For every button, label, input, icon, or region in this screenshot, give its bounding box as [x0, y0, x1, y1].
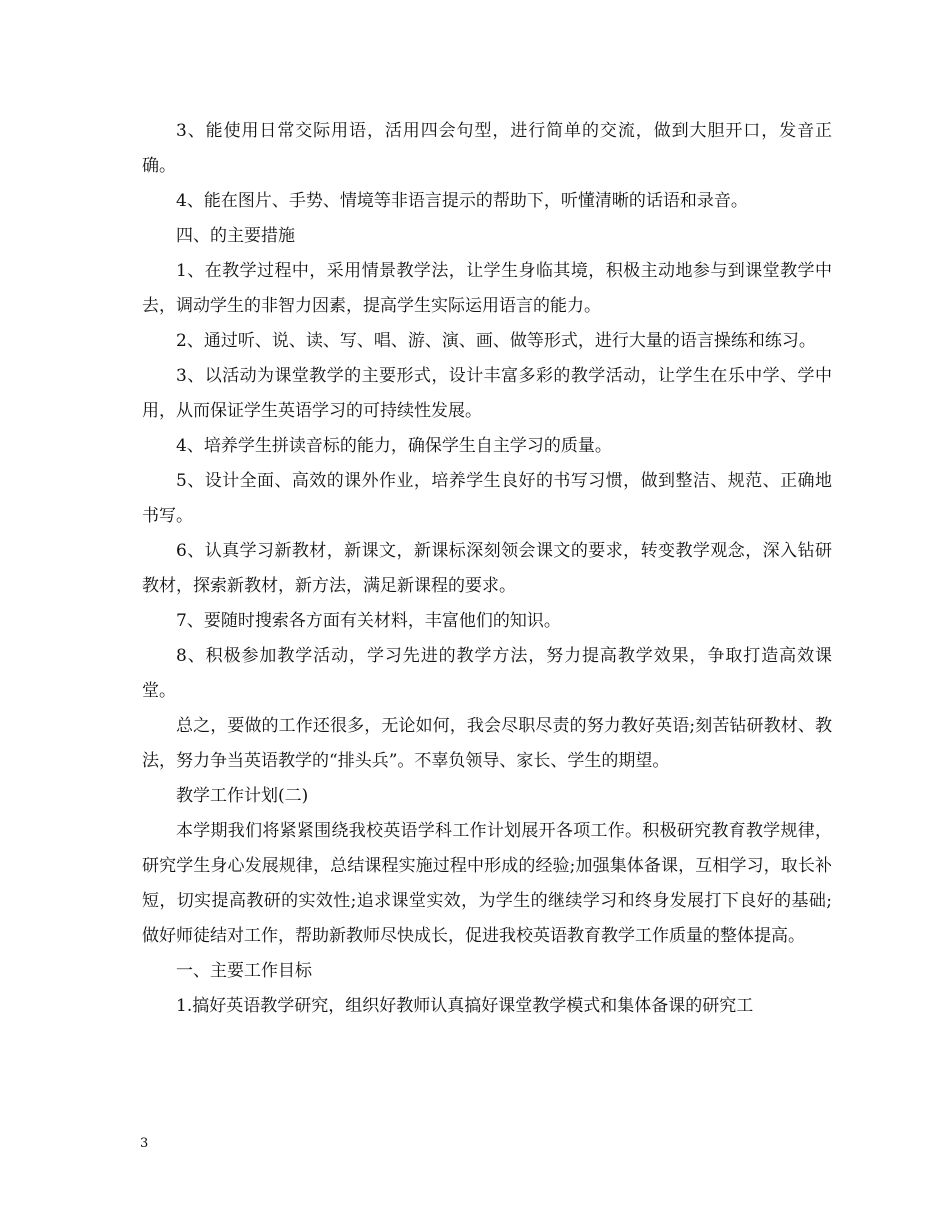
paragraph-measure-2: 2、通过听、说、读、写、唱、游、演、画、做等形式，进行大量的语言操练和练习。 — [176, 331, 816, 351]
paragraph-2: 4、能在图片、手势、情境等非语言提示的帮助下，听懂清晰的话语和录音。 — [176, 191, 748, 211]
paragraph-measure-7: 7、要随时搜索各方面有关材料，丰富他们的知识。 — [176, 611, 561, 631]
paragraph-measure-3: 3、以活动为课堂教学的主要形式，设计丰富多彩的教学活动，让学生在乐中学、学中用，从而保证学生英语学习的可持续性发展。 — [142, 366, 832, 421]
page-number: 3 — [140, 1136, 149, 1151]
paragraph-goal-1: 1.搞好英语教学研究，组织好教师认真搞好课堂教学模式和集体备课的研究工 — [176, 996, 754, 1016]
paragraph-measure-6: 6、认真学习新教材，新课文，新课标深刻领会课文的要求，转变教学观念，深入钻研教材，探索新教材，新方法，满足新课程的要求。 — [142, 541, 832, 596]
paragraph-measure-4: 4、培养学生拼读音标的能力，确保学生自主学习的质量。 — [176, 436, 612, 456]
paragraph-summary: 总之，要做的工作还很多，无论如何，我会尽职尽责的努力教好英语;刻苦钻研教材、教法，努力争当英语教学的“排头兵”。不辜负领导、家长、学生的期望。 — [142, 716, 832, 771]
paragraph-measure-8: 8、积极参加教学活动，学习先进的教学方法，努力提高教学效果，争取打造高效课堂。 — [142, 646, 832, 701]
section-heading-measures: 四、的主要措施 — [176, 226, 295, 246]
section-title-plan-two: 教学工作计划(二) — [176, 786, 309, 806]
paragraph-measure-1: 1、在教学过程中，采用情景教学法，让学生身临其境，积极主动地参与到课堂教学中去，调动学生的非智力因素，提高学生实际运用语言的能力。 — [142, 261, 832, 316]
paragraph-1: 3、能使用日常交际用语，活用四会句型，进行简单的交流，做到大胆开口，发音正确。 — [142, 121, 832, 176]
document-body — [142, 114, 832, 1024]
paragraph-measure-5: 5、设计全面、高效的课外作业，培养学生良好的书写习惯，做到整洁、规范、正确地书写。 — [142, 471, 832, 526]
paragraph-plan-intro: 本学期我们将紧紧围绕我校英语学科工作计划展开各项工作。积极研究教育教学规律，研究学生身心发展规律，总结课程实施过程中形成的经验;加强集体备课，互相学习，取长补短，切实提高教研的实效性;追求课堂实效，为学生的继续学习和终身发展打下良好的基础;做好师徒结对工作，帮助新教师尽快成长，促进我校英语教育教学工作质量的整体提高。 — [142, 821, 832, 946]
section-heading-goals: 一、主要工作目标 — [176, 961, 312, 981]
